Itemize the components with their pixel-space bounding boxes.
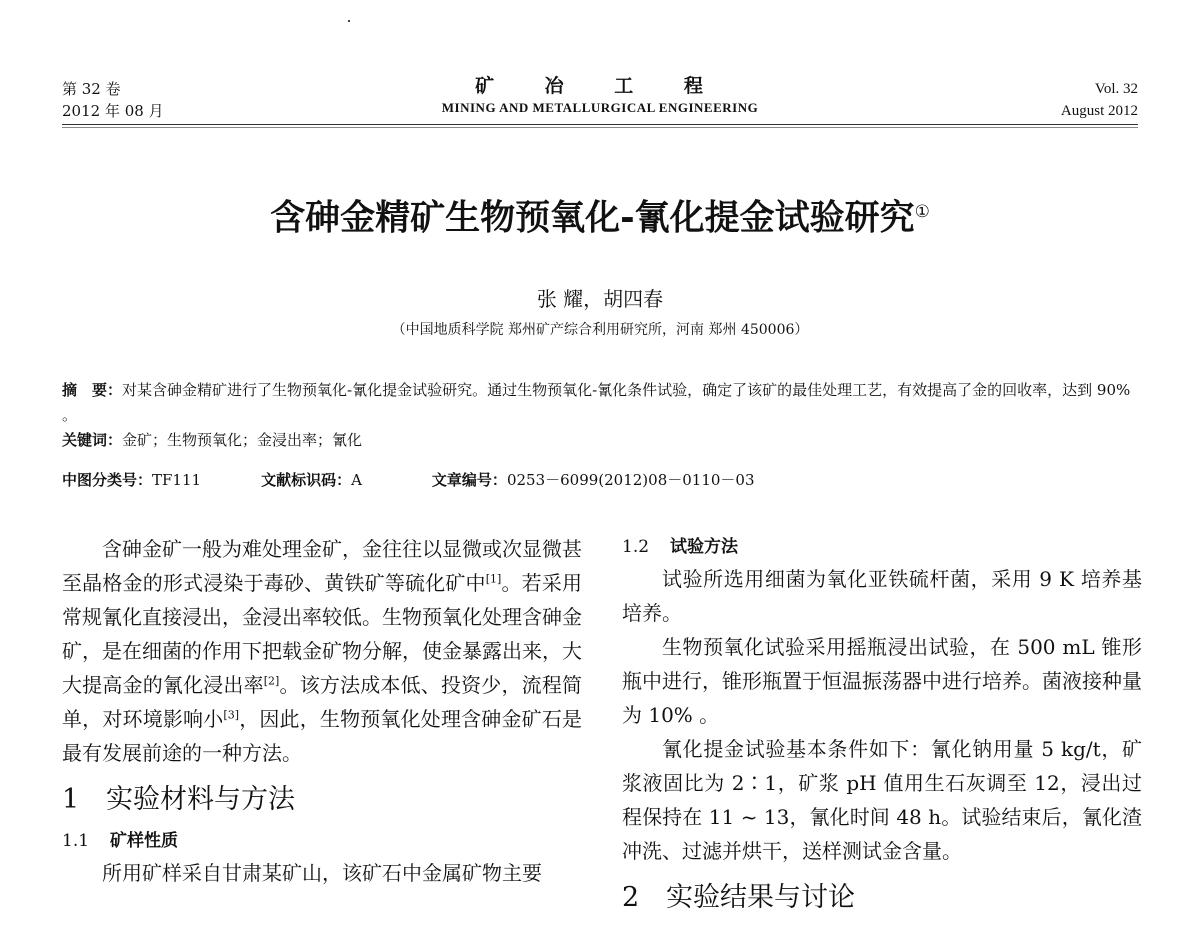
journal-title-en: MINING AND METALLURGICAL ENGINEERING [441,100,759,115]
header-rule-thin [62,127,1138,128]
classification-row [62,468,755,493]
right-column [622,532,1142,924]
scan-speck [348,20,350,22]
citation-ref-2[interactable]: [2] [263,674,280,688]
subsection-1-1-title: 矿样性质 [110,831,178,851]
doc-code-label: 文献标识码： [261,471,352,489]
section-2-title: 实验结果与讨论 [666,882,855,913]
abstract-label: 摘 要： [62,381,123,399]
title-footnote-mark: ① [914,202,930,222]
doc-code-value: A [351,471,362,489]
keywords-text: 金矿；生物预氧化；金浸出率；氰化 [122,431,363,449]
paper-title-text: 含砷金精矿生物预氧化-氰化提金试验研究 [270,198,915,239]
subsection-1-1-heading [62,826,582,856]
left-column [62,532,582,890]
method-paragraph-1: 试验所选用细菌为氧化亚铁硫杆菌，采用 9 K 培养基培养。 [622,567,1142,625]
affiliation: （中国地质科学院 郑州矿产综合利用研究所，河南 郑州 450006） [391,322,809,338]
intro-text-4: ，因此，生物预氧化处理含砷金矿石是最有发展前途的一种方法。 [62,707,583,765]
clc-label: 中图分类号： [62,471,153,489]
method-paragraph-3: 氰化提金试验基本条件如下：氰化钠用量 5 kg/t，矿浆液固比为 2∶1，矿浆 pH 值用生石灰调至 12，浸出过程保持在 11 ~ 13，氰化时间 48 h。试验结束后，氰化渣冲洗、过滤并烘干，送样测试金含量。 [622,737,1142,863]
paper-title [0,190,1200,241]
subsection-1-2-heading [622,532,1142,562]
section-1-number: 1 [62,784,80,815]
section-1-title: 实验材料与方法 [106,784,295,815]
journal-title-cn: 矿 冶 工 程 [475,75,725,97]
volume-en: Vol. 32 [1094,81,1138,97]
intro-paragraph [62,532,582,770]
section-1-heading [62,780,582,820]
subsection-1-1-number: 1.1 [62,831,90,851]
abstract-text: 对某含砷金精矿进行了生物预氧化-氰化提金试验研究。通过生物预氧化-氰化条件试验，确定了该矿的最佳处理工艺，有效提高了金的回收率，达到 90% 。 [62,381,1131,424]
header-rule [62,124,1138,125]
abstract [62,378,1142,428]
header-right [1061,78,1138,122]
article-number-value: 0253－6099(2012)08－0110－03 [506,471,755,489]
date-cn: 2012 年 08 月 [62,102,164,120]
header-left [62,78,164,122]
header-center [330,74,870,118]
authors: 张 耀，胡四春 [536,287,664,311]
volume-cn: 第 32 卷 [62,80,121,98]
subsection-1-2-title: 试验方法 [670,537,738,557]
citation-ref-1[interactable]: [1] [485,572,502,586]
date-en: August 2012 [1060,103,1138,119]
abstract-block [62,378,1142,453]
method-paragraph-2: 生物预氧化试验采用摇瓶浸出试验，在 500 mL 锥形瓶中进行，锥形瓶置于恒温振荡器中进行培养。菌液接种量为 10% 。 [622,635,1142,727]
sample-paragraph: 所用矿样采自甘肃某矿山，该矿石中金属矿物主要 [102,861,542,885]
keywords [62,428,1142,453]
intro-text-2: 。若采用常规氰化直接浸出，金浸出率较低。生物预氧化处理含砷金矿，是在细菌的作用下把载金矿物分解，使金暴露出来，大大提高金的氰化浸出率 [62,571,583,697]
section-2-heading [622,878,1142,918]
clc-value: TF111 [152,471,202,489]
section-2-number: 2 [622,882,640,913]
article-number-label: 文章编号： [431,471,507,489]
subsection-1-2-number: 1.2 [622,537,650,557]
intro-text-1: 含砷金矿一般为难处理金矿，金往往以显微或次显微甚至晶格金的形式浸染于毒砂、黄铁矿等硫化矿中 [62,537,582,595]
citation-ref-3[interactable]: [3] [223,708,240,722]
keywords-label: 关键词： [62,431,123,449]
intro-text-3: 。该方法成本低、投资少，流程简单，对环境影响小 [62,673,583,731]
